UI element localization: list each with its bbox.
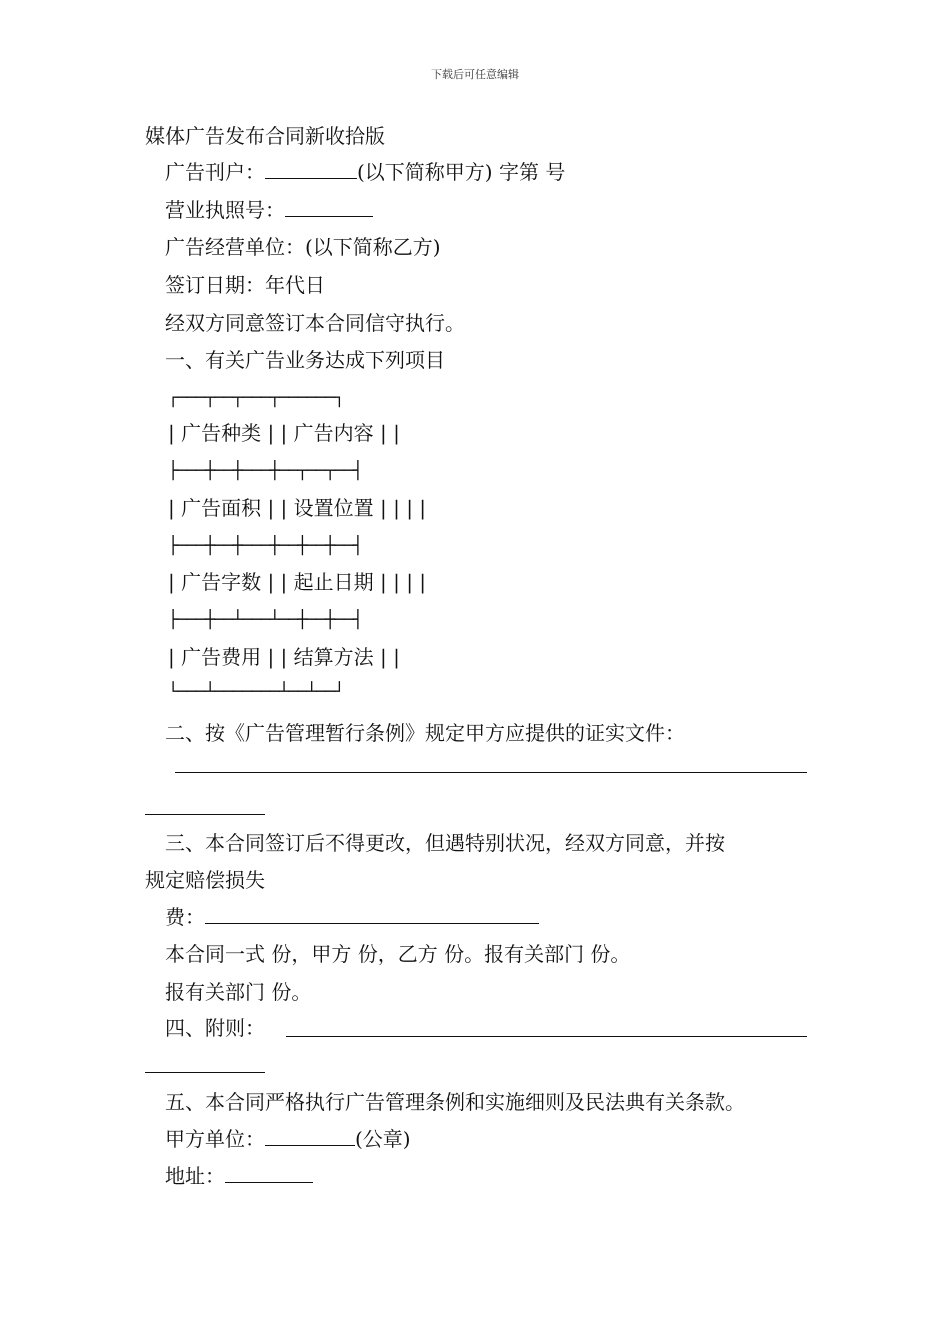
fee-label: 费：: [165, 905, 205, 929]
section-2-title: 二、按《广告管理暂行条例》规定甲方应提供的证实文件：: [165, 721, 685, 745]
address-blank: [225, 1164, 313, 1183]
address-label: 地址：: [165, 1164, 225, 1188]
section-1-title: 一、有关广告业务达成下列项目: [165, 348, 445, 372]
section-3-line-2: 规定赔偿损失: [145, 868, 265, 892]
fee-blank: [205, 905, 539, 924]
advertiser-note: (以下简称甲方) 字第 号: [357, 160, 566, 184]
table-border-1: ├───┼──┼───┼──┬──┬──┤: [168, 461, 362, 481]
table-border-2: ├───┼──┼───┼──┼──┼──┤: [168, 536, 362, 556]
license-label: 营业执照号：: [165, 198, 285, 222]
section-3-line-1: 三、本合同签订后不得更改，但遇特别状况，经双方同意，并按: [165, 831, 725, 855]
table-border-bottom: └───┴───────┴──┴──┘: [168, 682, 344, 702]
table-border-top: ┌───┬──┬───┬──────┐: [168, 388, 344, 408]
address-line: [165, 1164, 313, 1188]
party-a-line: [165, 1127, 411, 1151]
section-4-line: [165, 1016, 265, 1040]
section-4-blank-line-1: [286, 1036, 807, 1037]
copies-line: 本合同一式 份，甲方 份，乙方 份。报有关部门 份。: [165, 942, 631, 966]
table-row-1: | 广告种类 | | 广告内容 | |: [168, 421, 400, 445]
section-2-blank-line-2: [145, 814, 265, 815]
table-row-3: | 广告字数 | | 起止日期 | | | |: [168, 570, 427, 594]
license-line: [165, 198, 373, 222]
agency-line: 广告经营单位：(以下简称乙方): [165, 235, 441, 259]
fee-line: [165, 905, 539, 929]
advertiser-line: [165, 160, 565, 184]
party-a-blank: [265, 1127, 355, 1146]
section-2-blank-line-1: [175, 772, 807, 773]
document-title: 媒体广告发布合同新收拾版: [145, 124, 385, 148]
section-4-blank-line-2: [145, 1072, 265, 1073]
table-border-3: ├───┼──┴───┴──┼──┼──┤: [168, 610, 362, 630]
advertiser-blank: [265, 160, 357, 179]
report-line: 报有关部门 份。: [165, 980, 312, 1004]
agreement-line: 经双方同意签订本合同信守执行。: [165, 311, 465, 335]
section-4-label: 四、附则：: [165, 1016, 265, 1040]
table-row-4: | 广告费用 | | 结算方法 | |: [168, 645, 400, 669]
party-a-seal: (公章): [355, 1127, 411, 1151]
party-a-label: 甲方单位：: [165, 1127, 265, 1151]
page-header: 下载后可任意编辑: [431, 68, 519, 81]
advertiser-label: 广告刊户：: [165, 160, 265, 184]
date-line: 签订日期：年代日: [165, 273, 325, 297]
section-5-line: 五、本合同严格执行广告管理条例和实施细则及民法典有关条款。: [165, 1090, 745, 1114]
license-blank: [285, 198, 373, 217]
table-row-2: | 广告面积 | | 设置位置 | | | |: [168, 496, 427, 520]
